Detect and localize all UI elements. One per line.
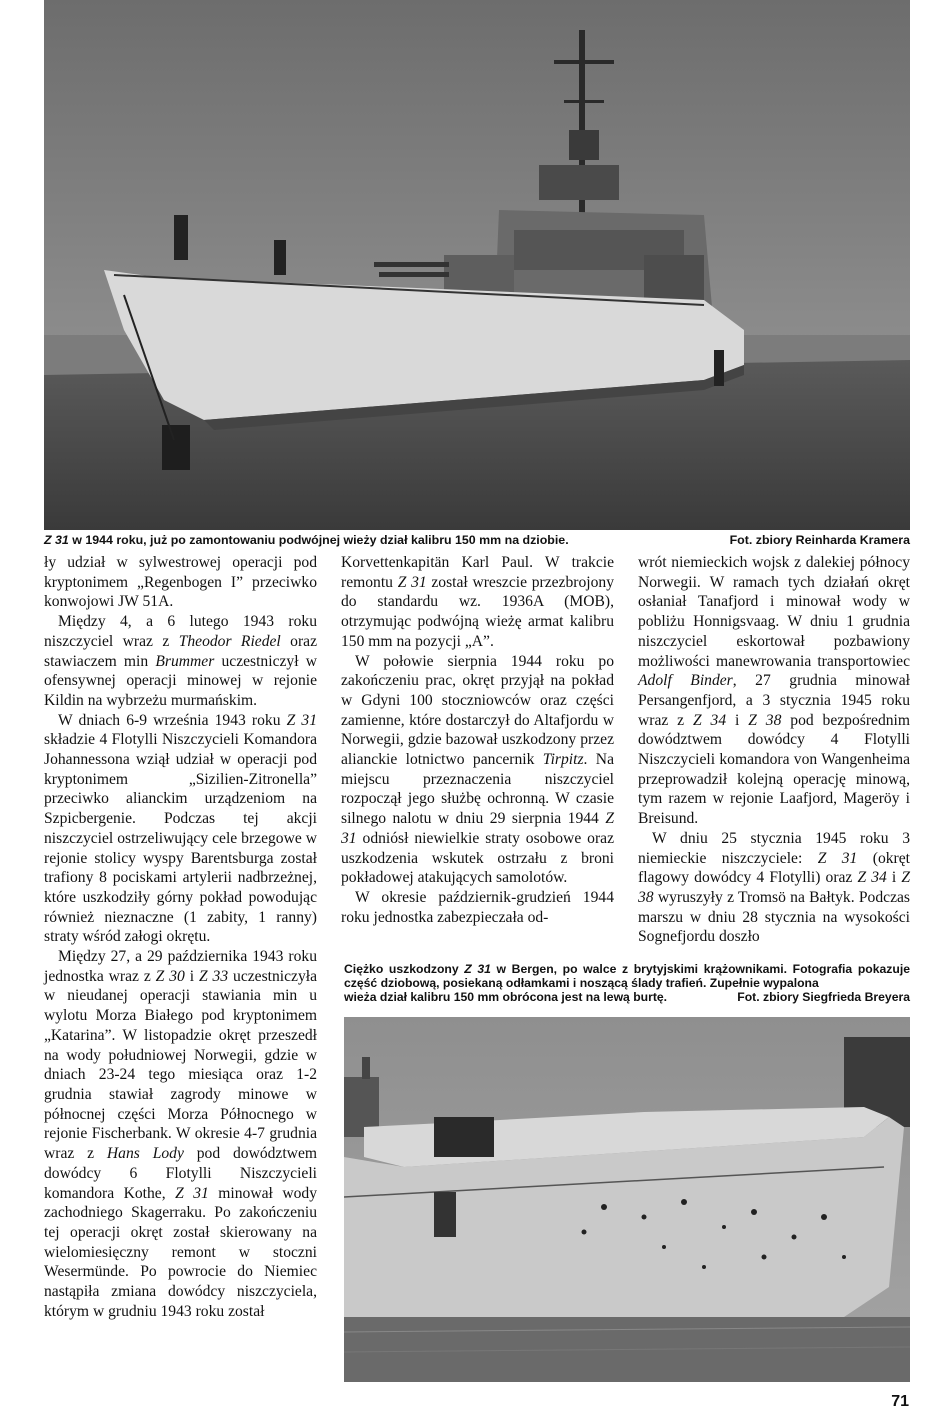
col3-paragraph-1 xyxy=(638,553,910,829)
text-run: . Na miejscu przeznaczenia niszczyciel rozpoczął jego służbę ochronną. W czasie silnego nalotu w dniu 29 sierpnia 1944 xyxy=(341,751,614,828)
text-column-2 xyxy=(341,553,614,927)
ship-name: Theodor Riedel xyxy=(178,632,281,650)
text-run: W dniach 6-9 września 1943 roku xyxy=(58,711,287,729)
text-run: minował wody zachodniego Skagerraku. Po zakończeniu tej operacji okręt został skierowany na wielomiesięczny remont w stoczni Wesermünde. Po powrocie do Niemiec nastąpiła zmiana dowódcy niszczyciela, którym w grudniu 1943 roku został xyxy=(44,1184,317,1320)
damaged-bow-photo-image xyxy=(344,1017,910,1382)
text-run: Między 27, a 29 października 1943 roku jednostka wraz z xyxy=(44,948,317,985)
ship-name: Z 38 xyxy=(638,869,910,906)
caption-text: Ciężko uszkodzony xyxy=(344,962,465,976)
text-run: i xyxy=(726,711,749,729)
ship-name: Z 31 xyxy=(341,810,614,847)
text-column-3 xyxy=(638,553,910,947)
text-run: W dniu 25 stycznia 1945 roku 3 niemieckie niszczyciele: xyxy=(638,829,910,867)
photo-top-credit: Fot. zbiory Reinharda Kramera xyxy=(729,533,910,547)
text-run: i xyxy=(886,869,902,887)
caption-text: w 1944 roku, już po zamontowaniu podwójnej wieży dział kalibru 150 mm na dziobie. xyxy=(68,533,569,547)
caption-text: w Bergen, po walce z brytyjskimi krążownikami. Fotografia pokazuje część dziobową, posiekaną odłamkami i noszącą ślady trafień. Zupełnie wypalona xyxy=(344,962,910,991)
text-run: , 27 grudnia minował Persangenfjord, a 3 stycznia 1945 roku wraz z xyxy=(638,672,910,729)
col1-paragraph-3 xyxy=(44,711,317,947)
text-run: (okręt flagowy dowódcy 4 Flotylli) oraz xyxy=(638,849,910,887)
ship-name: Z 31 xyxy=(175,1184,209,1202)
text-run: W połowie sierpnia 1944 roku po zakończeniu prac, okręt przyjął na pokład w Gdyni 100 stoczniowców oraz części zamienne, które dostarczył do Altafjordu w Norwegii, gdzie bazował uszkodzony przez alianckie lotnictwo pancernik xyxy=(341,652,614,769)
text-run: uczestniczył w ofensywnej operacji minowej w rejonie Kildin na wybrzeżu murmańskim. xyxy=(44,652,317,709)
text-run: Między 4, a 6 lutego 1943 roku niszczyciel wraz z xyxy=(44,613,317,650)
ship-name: Z 30 xyxy=(155,967,185,985)
photo-destroyer-at-quay xyxy=(44,0,910,530)
page-number: 71 xyxy=(891,1393,909,1410)
ship-name: Z 33 xyxy=(198,967,229,985)
text-run: pod dowództwem dowódcy 6 Flotylli Niszczycieli komandora Kothe, xyxy=(44,1145,317,1202)
ship-name: Z 34 xyxy=(692,711,727,729)
photo-bottom-caption-text xyxy=(344,962,910,990)
col3-paragraph-2 xyxy=(638,829,910,947)
text-run: odniósł niewielkie straty osobowe oraz uszkodzenia wskutek ostrzału z broni pokładowej atakujących samolotów. xyxy=(341,829,614,887)
caption-ship-name: Z 31 xyxy=(464,962,491,976)
photo-bottom-credit-line xyxy=(344,990,910,1004)
caption-ship-name: Z 31 xyxy=(44,533,69,547)
col1-paragraph-4 xyxy=(44,947,317,1321)
text-run: oraz stawiaczem min xyxy=(44,632,317,670)
ship-name: Z 34 xyxy=(857,869,887,887)
col2-paragraph-3: W okresie październik-grudzień 1944 roku jednostka zabezpieczała od- xyxy=(341,888,614,926)
col2-paragraph-2 xyxy=(341,652,614,888)
caption-text: wieża dział kalibru 150 mm obrócona jest na lewą burtę. xyxy=(344,990,668,1005)
text-run: pod bezpośrednim dowództwem dowódcy 4 Flotylli Niszczycieli komandora von Wangenheima przeprowadził kolejną operację minową, tym razem w rejonie Laafjord, Mageröy i Breisund. xyxy=(638,711,911,828)
col1-paragraph-2 xyxy=(44,612,317,711)
ship-name: Tirpitz xyxy=(542,751,584,769)
ship-name: Z 38 xyxy=(748,711,782,729)
destroyer-photo-image xyxy=(44,0,910,530)
text-run: i xyxy=(184,967,199,985)
ship-name: Adolf Binder xyxy=(638,672,733,690)
col1-paragraph-1: ły udział w sylwestrowej operacji pod kryptonimem „Regenbogen I” przeciwko konwojowi JW 51A. xyxy=(44,554,317,611)
text-run: składzie 4 Flotylli Niszczycieli Komandora Johannessona wziął udział w operacji pod kryptonimem „Sizilien-Zitronella” przeciwko alianckim urządzeniom na Szpicbergenie. Podczas tej akcji niszczyciel ostrzeliwujący cele brzegowe w rejonie stolicy wyspy Barentsburga został trafiony 8 pociskami artylerii nadbrzeżnej, które uszkodziły górny pokład powodując również nieznaczne (1 zabity, 1 ranny) straty wśród załogi okrętu. xyxy=(44,731,317,946)
text-run: wrót niemieckich wojsk z dalekiej północy Norwegii. W ramach tych działań okręt osłaniał Tanafjord i minował wody w pobliżu Honnigsvaag. W dniu 1 grudnia niszczyciel eskortował pozbawiony możliwości manewrowania transportowiec xyxy=(638,554,910,670)
photo-bottom-credit: Fot. zbiory Siegfrieda Breyera xyxy=(737,990,910,1005)
text-run: wyruszyły z Tromsö na Bałtyk. Podczas marszu w dniu 28 stycznia na wysokości Sognefjordu doszło xyxy=(638,888,910,946)
photo-damaged-bow xyxy=(344,1017,910,1382)
text-run: Korvettenkapitän Karl Paul. W trakcie remontu xyxy=(341,554,614,591)
ship-name: Z 31 xyxy=(817,849,858,867)
ship-name: Z 31 xyxy=(286,711,317,729)
text-run: został wreszcie przezbrojony do standardu wz. 1936A (MOB), otrzymując podwójną wieżę armat kalibru 150 mm na pozycji „A”. xyxy=(341,573,614,650)
ship-name: Z 31 xyxy=(397,573,427,591)
text-run: uczestniczyła w nieudanej operacji stawiania min u wylotu Morza Białego pod kryptonimem „Katarina”. W listopadzie okręt przeszedł na wody południowej Norwegii, gdzie w dniach 23-24 tego miesiąca oraz 1-2 grudnia stawiał zagrody minowe w północnej części Morza Północnego w rejonie Fischerbank. W okresie 4-7 grudnia wraz z xyxy=(44,967,317,1163)
text-column-1 xyxy=(44,553,317,1321)
photo-top-caption-text xyxy=(44,533,569,547)
photo-top-caption xyxy=(44,531,910,549)
ship-name: Brummer xyxy=(155,652,215,670)
ship-name: Hans Lody xyxy=(106,1145,184,1163)
col2-paragraph-1 xyxy=(341,553,614,652)
photo-bottom-caption xyxy=(344,962,910,1005)
